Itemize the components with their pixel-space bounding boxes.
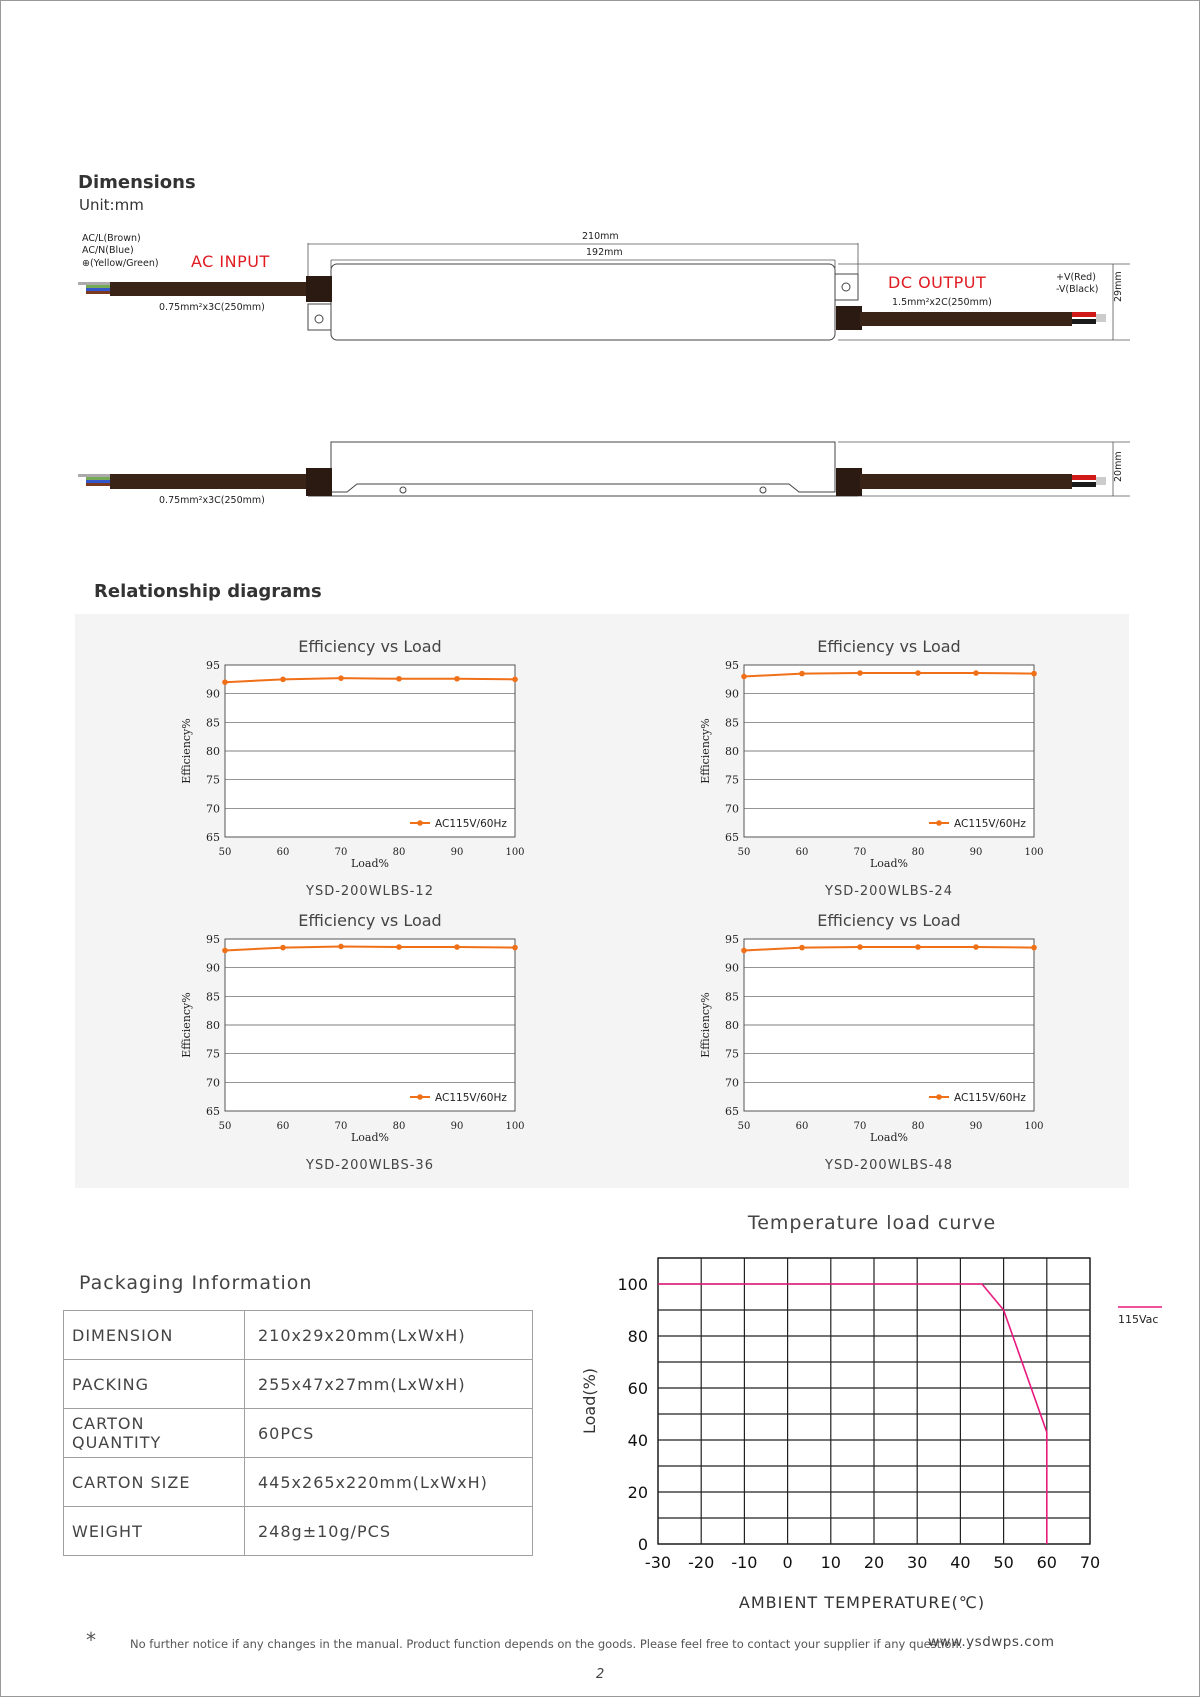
- x-tick-label: 40: [950, 1553, 971, 1572]
- x-tick-label: 80: [911, 1121, 925, 1132]
- y-tick-label: 70: [206, 1076, 220, 1090]
- y-tick-label: 70: [206, 802, 220, 816]
- x-tick-label: 60: [795, 847, 809, 858]
- y-tick-label: 75: [725, 773, 739, 787]
- legend-marker: [936, 820, 942, 826]
- x-tick-label: 60: [795, 1121, 809, 1132]
- wire-label-brown: AC/L(Brown): [82, 233, 141, 244]
- efficiency-chart-12: [160, 630, 540, 900]
- model-label: YSD-200WLBS-24: [825, 884, 953, 899]
- y-axis-label: Load(%): [580, 1367, 599, 1435]
- temperature-load-chart: [570, 1200, 1170, 1610]
- x-tick-label: 90: [969, 847, 983, 858]
- y-tick-label: 100: [617, 1275, 648, 1294]
- legend-marker: [417, 1094, 423, 1100]
- unit-label: Unit:mm: [79, 196, 144, 214]
- y-tick-label: 65: [206, 1105, 220, 1118]
- ground-icon: ⊕: [82, 258, 90, 269]
- table-row: [64, 1360, 533, 1409]
- data-point: [222, 948, 228, 954]
- model-label: YSD-200WLBS-48: [825, 1158, 953, 1173]
- table-row: [64, 1507, 533, 1556]
- data-point: [973, 670, 979, 676]
- row-key: CARTON QUANTITY: [64, 1409, 245, 1458]
- y-tick-label: 75: [206, 773, 220, 787]
- table-row: [64, 1409, 533, 1458]
- x-tick-label: 50: [737, 847, 751, 858]
- y-tick-label: 70: [725, 802, 739, 816]
- y-tick-label: 85: [725, 716, 739, 730]
- page-number: 2: [596, 1667, 605, 1682]
- cable-in-side-label: 0.75mm²x3C(250mm): [159, 495, 265, 506]
- model-label: YSD-200WLBS-36: [306, 1158, 434, 1173]
- x-tick-label: 60: [276, 1121, 290, 1132]
- y-tick-label: 65: [206, 831, 220, 844]
- data-point: [512, 945, 518, 951]
- dim-body: 192mm: [586, 247, 623, 258]
- row-value: 248g±10g/PCS: [245, 1507, 533, 1556]
- y-tick-label: 60: [627, 1379, 648, 1398]
- x-tick-label: 70: [853, 847, 867, 858]
- x-tick-label: 10: [820, 1553, 841, 1572]
- footer-note: No further notice if any changes in the manual. Product function depends on the goods. Please feel free to contact your supplier if any question.: [130, 1637, 963, 1651]
- x-tick-label: -20: [688, 1553, 715, 1572]
- efficiency-chart-48: [679, 904, 1059, 1174]
- data-point: [454, 676, 460, 682]
- data-point: [857, 944, 863, 950]
- y-tick-label: 40: [627, 1431, 648, 1450]
- legend-label: 115Vac: [1118, 1313, 1159, 1326]
- x-tick-label: 90: [450, 847, 464, 858]
- wire-label-ground: ⊕(Yellow/Green): [82, 258, 159, 269]
- chart-title: Temperature load curve: [747, 1212, 997, 1234]
- row-value: 445x265x220mm(LxWxH): [245, 1458, 533, 1507]
- chart-title: Efficiency vs Load: [817, 637, 961, 656]
- data-point: [1031, 945, 1037, 951]
- y-tick-label: 0: [637, 1535, 648, 1554]
- data-point: [338, 944, 344, 950]
- data-point: [799, 671, 805, 677]
- x-axis-label: AMBIENT TEMPERATURE(℃): [738, 1593, 986, 1610]
- data-point: [222, 679, 228, 685]
- x-tick-label: 90: [969, 1121, 983, 1132]
- data-point: [799, 945, 805, 951]
- y-tick-label: 75: [206, 1047, 220, 1061]
- x-tick-label: 100: [1024, 847, 1044, 858]
- dc-output-label: DC OUTPUT: [888, 273, 987, 292]
- model-label: YSD-200WLBS-12: [306, 884, 434, 899]
- y-tick-label: 90: [206, 961, 220, 975]
- y-tick-label: 85: [206, 990, 220, 1004]
- packaging-table: [63, 1310, 533, 1556]
- data-point: [280, 945, 286, 951]
- dim-depth: 20mm: [1113, 451, 1124, 482]
- data-point: [915, 670, 921, 676]
- product-drawing: [0, 220, 1200, 510]
- data-point: [338, 675, 344, 681]
- x-tick-label: 80: [392, 1121, 406, 1132]
- row-key: DIMENSION: [64, 1311, 245, 1360]
- x-tick-label: 60: [1036, 1553, 1057, 1572]
- y-tick-label: 90: [206, 687, 220, 701]
- y-tick-label: 80: [206, 745, 220, 758]
- footer-asterisk: *: [86, 1628, 96, 1652]
- y-tick-label: 85: [725, 990, 739, 1004]
- table-row: [64, 1311, 533, 1360]
- x-tick-label: 80: [392, 847, 406, 858]
- data-point: [741, 948, 747, 954]
- y-axis-label: Efficiency%: [699, 718, 712, 784]
- y-tick-label: 65: [725, 1105, 739, 1118]
- relationship-title: Relationship diagrams: [94, 581, 322, 602]
- x-tick-label: 20: [863, 1553, 885, 1572]
- data-point: [396, 676, 402, 682]
- data-point: [741, 674, 747, 680]
- ac-input-label: AC INPUT: [191, 252, 270, 271]
- x-tick-label: 50: [993, 1553, 1014, 1572]
- x-tick-label: 50: [218, 847, 232, 858]
- legend-label: AC115V/60Hz: [435, 818, 507, 830]
- x-tick-label: 60: [276, 847, 290, 858]
- y-tick-label: 90: [725, 961, 739, 975]
- table-row: [64, 1458, 533, 1507]
- y-tick-label: 70: [725, 1076, 739, 1090]
- cable-out-label: 1.5mm²x2C(250mm): [892, 297, 992, 308]
- y-tick-label: 95: [206, 659, 220, 672]
- top-view: [78, 264, 1106, 340]
- y-tick-label: 85: [206, 716, 220, 730]
- y-tick-label: 95: [725, 659, 739, 672]
- y-tick-label: 80: [627, 1327, 648, 1346]
- x-tick-label: 30: [907, 1553, 928, 1572]
- efficiency-chart-24: [679, 630, 1059, 900]
- cable-in-label: 0.75mm²x3C(250mm): [159, 302, 265, 313]
- y-axis-label: Efficiency%: [180, 992, 193, 1058]
- x-tick-label: 0: [782, 1553, 793, 1572]
- data-point: [973, 944, 979, 950]
- x-axis-label: Load%: [870, 857, 908, 870]
- x-tick-label: 100: [505, 847, 525, 858]
- y-tick-label: 75: [725, 1047, 739, 1061]
- x-tick-label: 70: [853, 1121, 867, 1132]
- row-key: CARTON SIZE: [64, 1458, 245, 1507]
- data-point: [396, 944, 402, 950]
- legend-label: AC115V/60Hz: [954, 1092, 1026, 1104]
- wire-label-blue: AC/N(Blue): [82, 245, 134, 256]
- row-value: 255x47x27mm(LxWxH): [245, 1360, 533, 1409]
- dim-total: 210mm: [582, 231, 619, 242]
- x-tick-label: 70: [334, 1121, 348, 1132]
- chart-title: Efficiency vs Load: [298, 637, 442, 656]
- data-point: [280, 677, 286, 683]
- row-key: PACKING: [64, 1360, 245, 1409]
- output-label-red: +V(Red): [1056, 272, 1096, 283]
- row-key: WEIGHT: [64, 1507, 245, 1556]
- y-tick-label: 80: [725, 745, 739, 758]
- x-tick-label: 80: [911, 847, 925, 858]
- x-tick-label: 100: [1024, 1121, 1044, 1132]
- data-point: [1031, 671, 1037, 677]
- footer-url[interactable]: www.ysdwps.com: [928, 1634, 1055, 1650]
- x-tick-label: 100: [505, 1121, 525, 1132]
- data-point: [915, 944, 921, 950]
- y-tick-label: 95: [206, 933, 220, 946]
- output-label-black: -V(Black): [1056, 284, 1099, 295]
- y-tick-label: 95: [725, 933, 739, 946]
- x-tick-label: 50: [218, 1121, 232, 1132]
- y-tick-label: 80: [206, 1019, 220, 1032]
- y-tick-label: 90: [725, 687, 739, 701]
- x-tick-label: 70: [334, 847, 348, 858]
- legend-label: AC115V/60Hz: [954, 818, 1026, 830]
- row-value: 210x29x20mm(LxWxH): [245, 1311, 533, 1360]
- data-point: [512, 677, 518, 683]
- y-tick-label: 20: [627, 1483, 648, 1502]
- row-value: 60PCS: [245, 1409, 533, 1458]
- legend-marker: [417, 820, 423, 826]
- x-axis-label: Load%: [351, 857, 389, 870]
- dimensions-title: Dimensions: [78, 172, 196, 193]
- legend-marker: [936, 1094, 942, 1100]
- x-tick-label: -10: [731, 1553, 758, 1572]
- x-axis-label: Load%: [351, 1131, 389, 1144]
- y-axis-label: Efficiency%: [699, 992, 712, 1058]
- chart-title: Efficiency vs Load: [817, 911, 961, 930]
- chart-title: Efficiency vs Load: [298, 911, 442, 930]
- efficiency-chart-36: [160, 904, 540, 1174]
- packaging-title: Packaging Information: [79, 1272, 313, 1294]
- data-point: [857, 670, 863, 676]
- y-tick-label: 80: [725, 1019, 739, 1032]
- data-point: [454, 944, 460, 950]
- legend-label: AC115V/60Hz: [435, 1092, 507, 1104]
- y-tick-label: 65: [725, 831, 739, 844]
- x-tick-label: 90: [450, 1121, 464, 1132]
- x-tick-label: 70: [1079, 1553, 1101, 1572]
- y-axis-label: Efficiency%: [180, 718, 193, 784]
- x-axis-label: Load%: [870, 1131, 908, 1144]
- dim-height: 29mm: [1113, 271, 1124, 302]
- side-view: [78, 442, 1106, 496]
- x-tick-label: 50: [737, 1121, 751, 1132]
- x-tick-label: -30: [644, 1553, 672, 1572]
